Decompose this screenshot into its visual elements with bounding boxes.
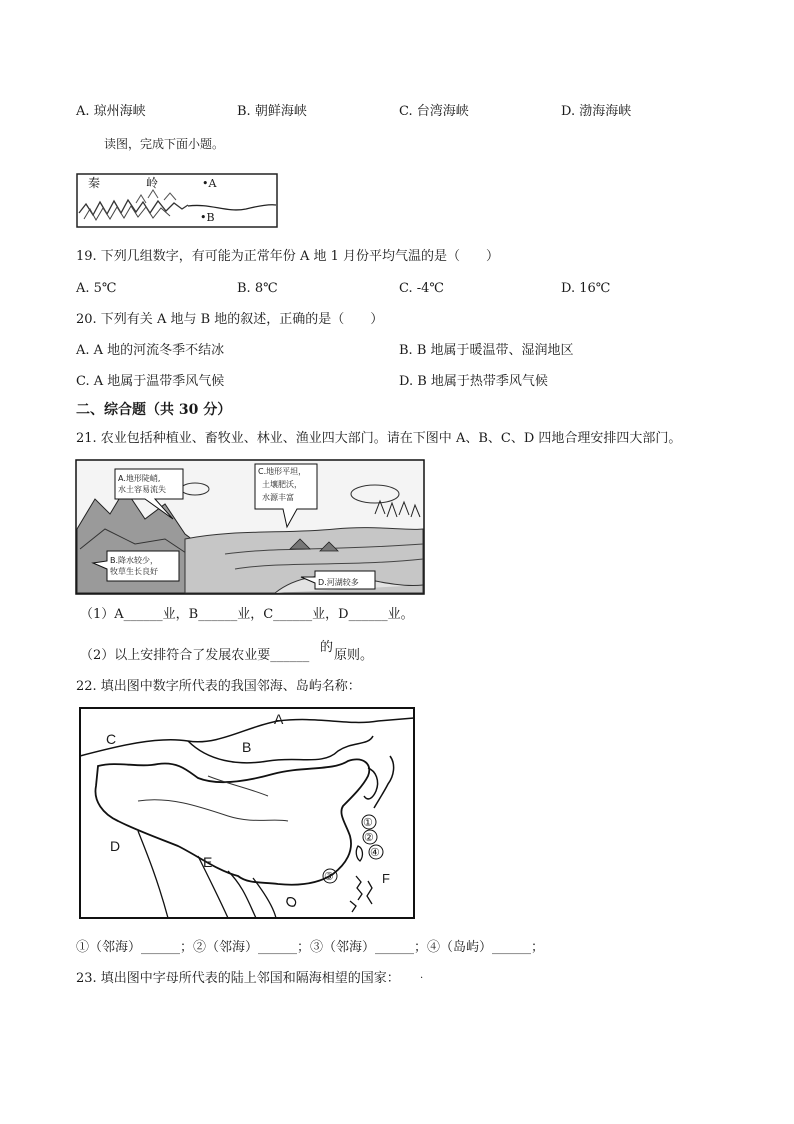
map-label-b: B — [242, 739, 252, 755]
map-label-d: D — [110, 838, 121, 854]
bubble-b-line1: B.降水较少， — [110, 556, 159, 565]
q19-option-c: C. -4℃ — [399, 281, 444, 296]
q23-stem: 23. 填出图中字母所代表的陆上邻国和隔海相望的国家： — [76, 971, 400, 986]
q20-option-a: A. A 地的河流冬季不结冰 — [76, 343, 225, 358]
q20-option-b: B. B 地属于暖温带、湿润地区 — [399, 343, 574, 358]
bubble-b-line2: 牧草生长良好 — [110, 567, 158, 576]
map-label-3: ③ — [324, 870, 334, 883]
q21-sub1: （1）A______业，B______业，C______业，D______业。 — [80, 607, 414, 622]
q21-sub2-de: 的 — [320, 640, 334, 655]
q22-answer-line: ①（邻海）______；②（邻海）______；③（邻海）______；④（岛屿）______； — [76, 940, 545, 955]
bubble-c-line1: C.地形平坦， — [258, 467, 307, 476]
q18-option-a: A. 琼州海峡 — [76, 104, 146, 119]
q21-sub2-post: 原则。 — [334, 648, 374, 663]
qinling-label-qin: 秦 — [88, 176, 101, 190]
q18-option-b: B. 朝鲜海峡 — [237, 104, 307, 119]
read-figure-intro: 读图，完成下面小题。 — [104, 137, 225, 151]
bubble-a-line1: A.地形陡峭, — [118, 474, 161, 483]
map-label-e: E — [203, 854, 213, 870]
q20-stem: 20. 下列有关 A 地与 B 地的叙述，正确的是（ ） — [76, 312, 384, 327]
q21-stem: 21. 农业包括种植业、畜牧业、林业、渔业四大部门。请在下图中 A、B、C、D 四地合理安排四大部门。 — [76, 431, 682, 446]
bubble-c-line3: 水源丰富 — [262, 493, 294, 502]
section-2-title: 二、综合题（共 30 分） — [76, 402, 232, 418]
q20-option-d: D. B 地属于热带季风气候 — [399, 374, 548, 389]
q23-trailing-mark: . — [420, 970, 424, 981]
q19-stem: 19. 下列几组数字，有可能为正常年份 A 地 1 月份平均气温的是（ ） — [76, 249, 499, 264]
map-label-1: ① — [363, 816, 373, 829]
point-a-label: •A — [202, 177, 217, 190]
map-label-c: C — [106, 731, 117, 747]
q22-stem: 22. 填出图中数字所代表的我国邻海、岛屿名称： — [76, 679, 361, 694]
q18-option-d: D. 渤海海峡 — [561, 104, 632, 119]
map-label-2: ② — [364, 831, 374, 844]
point-b-label: •B — [200, 211, 215, 224]
q20-option-c: C. A 地属于温带季风气候 — [76, 374, 225, 389]
q18-option-c: C. 台湾海峡 — [399, 104, 469, 119]
q21-sub2-pre: （2）以上安排符合了发展农业要______ — [80, 648, 310, 663]
qinling-figure — [76, 173, 278, 229]
qinling-label-ling: 岭 — [146, 176, 159, 190]
q19-option-a: A. 5℃ — [76, 281, 117, 296]
bubble-a-line2: 水土容易流失 — [118, 485, 166, 494]
map-label-f: F — [382, 871, 390, 886]
bubble-d: D.河湖较多 — [318, 578, 359, 587]
map-label-a: A — [274, 711, 284, 727]
q19-option-b: B. 8℃ — [237, 281, 278, 296]
map-label-4: ④ — [370, 846, 380, 859]
q19-option-d: D. 16℃ — [561, 281, 611, 296]
bubble-c-line2: 土壤肥沃， — [262, 480, 302, 489]
